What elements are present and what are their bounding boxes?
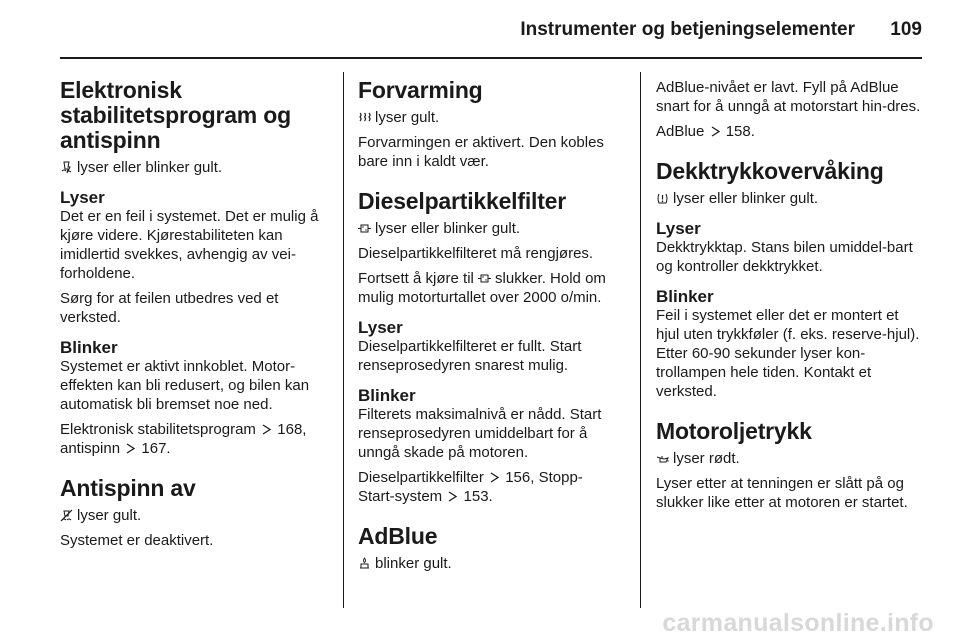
glow-plug-icon — [358, 111, 371, 124]
section-oil-pressure: Motoroljetrykk lyser rødt. Lyser etter at tenningen er slått på og slukker like etter at motoren er startet. — [656, 419, 924, 512]
section-heading-esp: Elektronisk stabilitetsprogram og antispinn — [60, 77, 291, 153]
column-3 — [656, 72, 924, 518]
column-1 — [60, 72, 328, 556]
section-dpf: Dieselpartikkelfilter lyser eller blinker gult. Dieselpartikkelfilteret må rengjøres. Fortsett å kjøre til slukker. Hold om mulig motorturtallet over 2000 o/min. Lyser Dieselpartikkelfilteret er fullt. Start renseprosedyren snarest mulig. Blinker Filterets maksimalnivå er nådd. Start renseprosedyren umiddelbart for å unngå skade på motoren. Dieselpartikkelfilter 156, Stopp- Start-system 153. — [358, 189, 626, 506]
adblue-icon — [358, 557, 371, 570]
column-divider-2 — [640, 72, 641, 608]
tire-pressure-icon — [656, 192, 669, 205]
cross-reference: Elektronisk stabilitetsprogram 168, antispinn 167. — [60, 421, 307, 457]
section-tpms: Dekktrykkovervåking lyser eller blinker gult. Lyser Dekktrykktap. Stans bilen umiddel-bart og kontroller dekktrykket. Blinker Feil i systemet eller det er montert et hjul uten trykkføler (f. eks. reserve-hjul). Etter 60-90 sekunder lyser kon-trollampen hele tiden. Kontakt et verksted. — [656, 159, 924, 401]
page-link[interactable]: 156, Stopp- — [505, 469, 583, 486]
section-traction-off: Antispinn av lyser gult. Systemet er deaktivert. — [60, 476, 328, 550]
page-link[interactable]: 167. — [141, 440, 171, 457]
sub-heading-lyser: Lyser — [656, 219, 701, 238]
section-heading-dpf: Dieselpartikkelfilter — [358, 188, 567, 214]
sub-heading-blinker: Blinker — [358, 386, 416, 405]
reference-triangle-icon — [711, 126, 720, 137]
page-link[interactable]: 168, — [277, 421, 307, 438]
sub-heading-lyser: Lyser — [358, 318, 403, 337]
status-line: lyser gult. — [60, 506, 328, 525]
reference-triangle-icon — [448, 491, 457, 502]
section-heading-preheat: Forvarming — [358, 77, 483, 103]
section-esp: Elektronisk stabilitetsprogram og antispinn lyser eller blinker gult. Lyser Det er en feil i systemet. Det er mulig å kjøre videre. Kjørestabiliteten kan imidlertid svekkes, avhengig av vei-forholdene. Sørg for at feilen utbedres ved et verksted. Blinker Systemet er aktivt innkoblet. Motor-effekten kan bli redusert, og bilen kan automatisk bli bremset noe ned. Elektronisk stabilitetsprogram 168, antispinn 167. — [60, 78, 328, 458]
status-line: lyser eller blinker gult. — [358, 219, 626, 238]
section-adblue-continued: AdBlue-nivået er lavt. Fyll på AdBlue snart for å unngå at motorstart hin-dres. AdBlue 158. — [656, 78, 924, 141]
sub-heading-blinker: Blinker — [656, 287, 714, 306]
traction-off-icon — [60, 509, 73, 522]
status-line: lyser gult. — [358, 108, 626, 127]
status-line: lyser eller blinker gult. — [656, 189, 924, 208]
particle-filter-icon — [478, 272, 491, 285]
watermark: carmanualsonline.info — [662, 609, 934, 637]
status-line: lyser eller blinker gult. — [60, 158, 328, 177]
section-heading-adblue: AdBlue — [358, 523, 438, 549]
page-title: Instrumenter og betjeningselementer — [520, 19, 855, 40]
esp-warning-icon — [60, 161, 73, 174]
column-divider-1 — [343, 72, 344, 608]
status-line: blinker gult. — [358, 554, 626, 573]
reference-triangle-icon — [126, 443, 135, 454]
cross-reference: Dieselpartikkelfilter 156, Stopp- Start-system 153. — [358, 469, 583, 505]
sub-heading-lyser: Lyser — [60, 188, 105, 207]
reference-triangle-icon — [490, 472, 499, 483]
cross-reference: AdBlue 158. — [656, 123, 755, 140]
page-link[interactable]: 158. — [725, 123, 755, 140]
section-heading-tpms: Dekktrykkovervåking — [656, 158, 884, 184]
oil-can-icon — [656, 452, 669, 465]
column-2 — [358, 72, 626, 579]
header-divider — [60, 57, 922, 59]
section-adblue — [358, 524, 626, 573]
status-line: lyser rødt. — [656, 449, 924, 468]
sub-heading-blinker: Blinker — [60, 338, 118, 357]
page-number: 109 — [890, 19, 922, 40]
section-heading-oil-pressure: Motoroljetrykk — [656, 418, 812, 444]
page-link[interactable]: 153. — [463, 488, 493, 505]
page-header — [0, 0, 960, 58]
section-preheat: Forvarming lyser gult. Forvarmingen er aktivert. Den kobles bare inn i kaldt vær. — [358, 78, 626, 171]
particle-filter-icon — [358, 222, 371, 235]
section-heading-traction-off: Antispinn av — [60, 475, 196, 501]
reference-triangle-icon — [262, 424, 271, 435]
